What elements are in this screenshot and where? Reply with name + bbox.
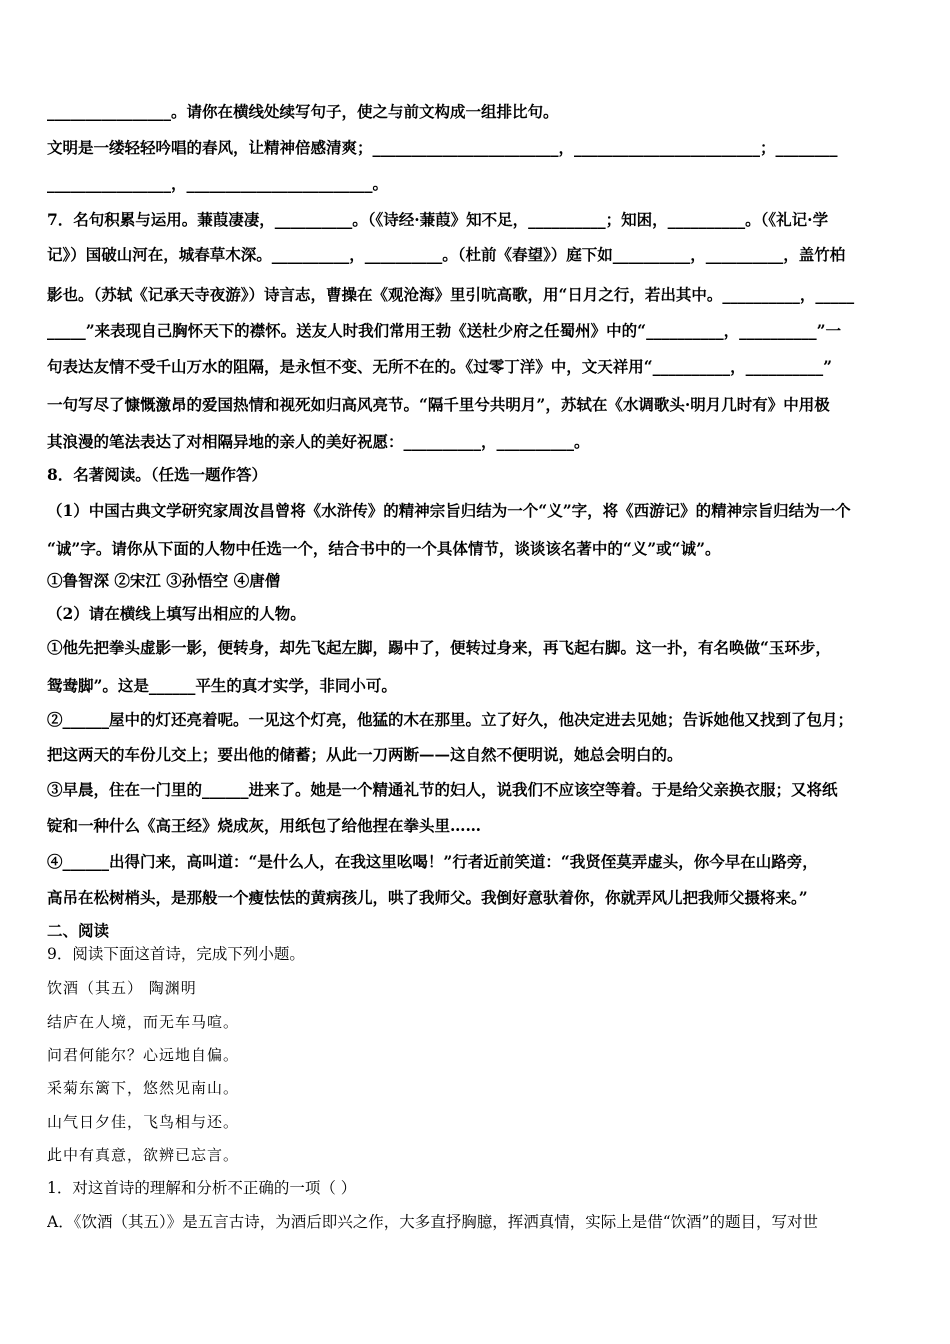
text-line: 7．名句积累与运用。蒹葭凄凄，__________。（《诗经·蒹葭》知不足，__________；知困，__________。（《礼记·学 [47, 210, 829, 229]
poem-line: 山气日夕佳，飞鸟相与还。 [47, 1113, 240, 1131]
poem-line: 采菊东篱下，悠然见南山。 [47, 1079, 240, 1097]
text-line: 影也。（苏轼《记承天寺夜游》）诗言志，曹操在《观沧海》里引吭高歌，用“日月之行，若出其中。__________，_____ [47, 285, 855, 304]
text-line: 高吊在松树梢头，是那般一个瘦怯怯的黄病孩儿，哄了我师父。我倒好意驮着你，你就弄风儿把我师父摄将来。” [47, 888, 808, 907]
text-line: （2）请在横线上填写出相应的人物。 [47, 604, 306, 623]
text-line: 一句写尽了慷慨激昂的爱国热情和视死如归高风亮节。“隔千里兮共明月”，苏轼在《水调歌头·明月几时有》中用极 [47, 395, 830, 414]
option-a: A．《饮酒（其五）》是五言古诗，为酒后即兴之作，大多直抒胸臆，挥洒真情，实际上是借“饮酒”的题目，写对世 [47, 1213, 819, 1231]
text-line: 其浪漫的笔法表达了对相隔异地的亲人的美好祝愿：__________，__________。 [47, 432, 590, 451]
text-line: 句表达友情不受千山万水的阻隔，是永恒不变、无所不在的。《过零丁洋》中，文天祥用“__________，__________” [47, 357, 833, 376]
text-line: 记》）国破山河在，城春草木深。__________，__________。（杜前《春望》）庭下如__________，__________，盖竹柏 [47, 245, 846, 264]
text-line: ________________，________________________。 [47, 174, 389, 193]
poem-line: 问君何能尔？心远地自偏。 [47, 1046, 240, 1064]
text-line: ①他先把拳头虚影一影，便转身，却先飞起左脚，踢中了，便转过身来，再飞起右脚。这一扑，有名唤做“玉环步， [47, 638, 831, 657]
poem-line: 此中有真意，欲辨已忘言。 [47, 1146, 240, 1164]
question-9-heading: 9．阅读下面这首诗，完成下列小题。 [47, 945, 305, 963]
text-line: （1）中国古典文学研究家周汝昌曾将《水浒传》的精神宗旨归结为一个“义”字，将《西游记》的精神宗旨归结为一个 [47, 501, 851, 520]
text-line: 把这两天的车份儿交上；要出他的储蓄；从此一刀两断——这自然不便明说，她总会明白的。 [47, 745, 683, 764]
text-line: “诚”字。请你从下面的人物中任选一个，结合书中的一个具体情节，谈谈该名著中的“义”或“诚”。 [47, 539, 721, 558]
text-line: 锭和一种什么《高王经》烧成灰，用纸包了给他捏在拳头里…… [47, 816, 482, 835]
question-8-heading: 8．名著阅读。（任选一题作答） [47, 465, 268, 484]
text-line: 鸳鸯脚”。这是______平生的真才实学，非同小可。 [47, 676, 397, 695]
text-line: ④______出得门来，高叫道：“是什么人，在我这里吆喝！”行者近前笑道：“我贤侄莫弄虚头，你今早在山路旁， [47, 852, 818, 871]
text-line: ③早晨，住在一门里的______进来了。她是一个精通礼节的妇人，说我们不应该空等着。于是给父亲换衣服；又将纸 [47, 780, 838, 799]
character-options: ①鲁智深 ②宋江 ③孙悟空 ④唐僧 [47, 571, 281, 590]
text-line: 文明是一缕轻轻吟唱的春风，让精神倍感清爽；________________________，________________________；________ [47, 138, 838, 157]
poem-title: 饮酒（其五） 陶渊明 [47, 979, 197, 997]
sub-question: 1．对这首诗的理解和分析不正确的一项（ ） [47, 1179, 357, 1197]
section-heading: 二、阅读 [47, 921, 110, 940]
text-line: _____”来表现自己胸怀天下的襟怀。送友人时我们常用王勃《送杜少府之任蜀州》中的“__________，__________”一 [47, 321, 841, 340]
poem-line: 结庐在人境，而无车马喧。 [47, 1013, 240, 1031]
text-line: ②______屋中的灯还亮着呢。一见这个灯亮，他猛的木在那里。立了好久，他决定进去见她；告诉她他又找到了包月； [47, 710, 854, 729]
text-line: ________________。请你在横线处续写句子，使之与前文构成一组排比句。 [47, 102, 559, 121]
